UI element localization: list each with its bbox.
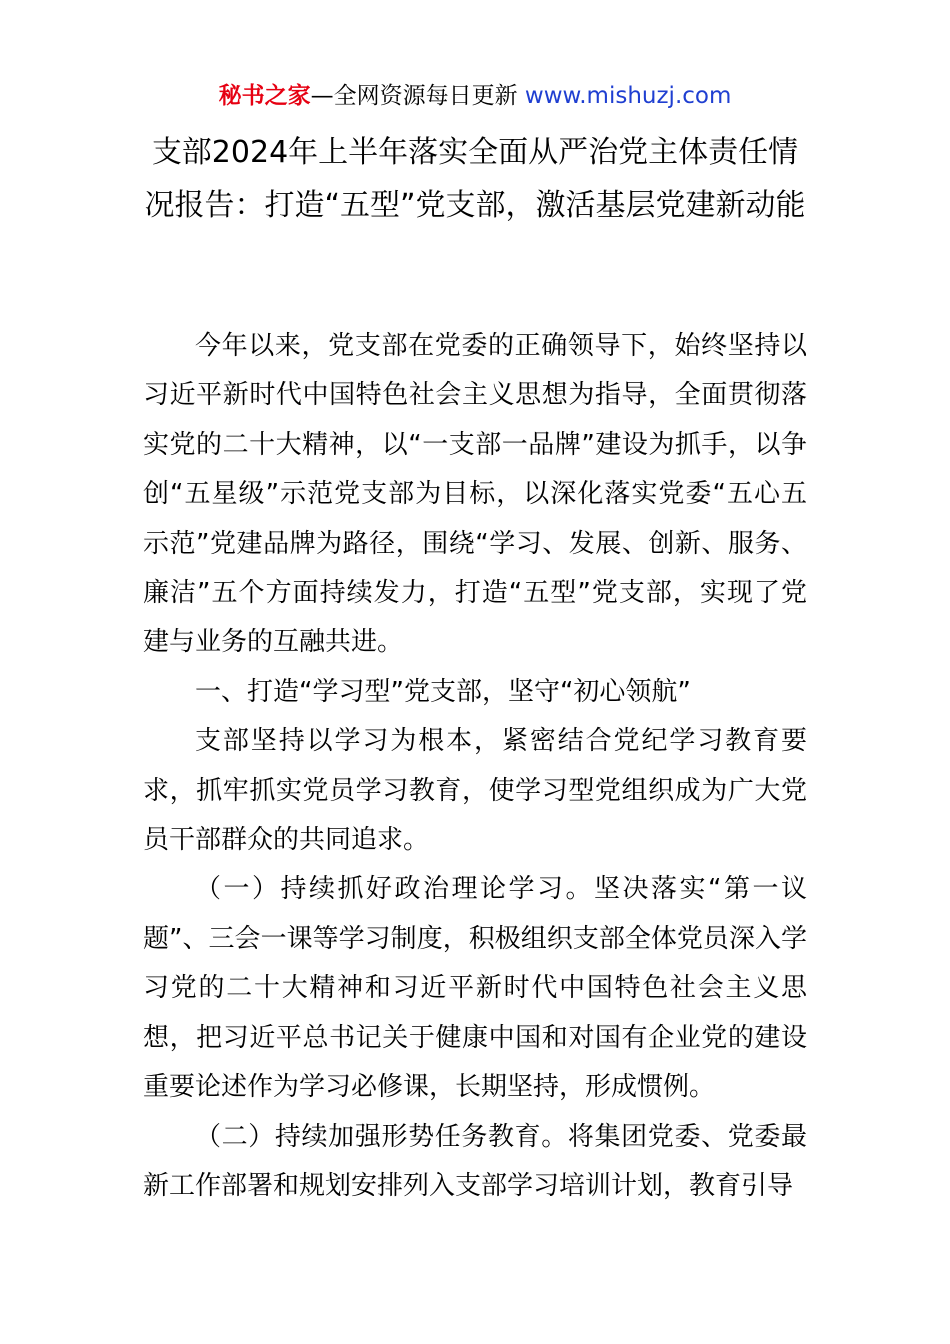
section-1-paragraph: 支部坚持以学习为根本，紧密结合党纪学习教育要求，抓牢抓实党员学习教育，使学习型党组织成为广大党员干部群众的共同追求。 (143, 726, 807, 856)
intro-paragraph: 今年以来，党支部在党委的正确领导下，始终坚持以习近平新时代中国特色社会主义思想为指导，全面贯彻落实党的二十大精神，以“一支部一品牌”建设为抓手，以争创“五星级”示范党支部为目标，以深化落实党委“五心五示范”党建品牌为路径，围绕“学习、发展、创新、服务、廉洁”五个方面持续发力，打造“五型”党支部，实现了党建与业务的互融共进。 (143, 331, 807, 658)
document-body (143, 322, 807, 1211)
document-title: 支部2024年上半年落实全面从严治党主体责任情况报告：打造“五型”党支部，激活基层党建新动能 (144, 135, 806, 223)
section-heading-1: 一、打造“学习型”党支部，坚守“初心领航” (195, 676, 691, 707)
subsection-1-paragraph: （一）持续抓好政治理论学习。坚决落实“第一议题”、三会一课等学习制度，积极组织支部全体党员深入学习党的二十大精神和习近平新时代中国特色社会主义思想，把习近平总书记关于健康中国和对国有企业党的建设重要论述作为学习必修课，长期坚持，形成惯例。 (143, 874, 807, 1103)
site-url-link[interactable]: www.mishuzj.com (524, 83, 732, 109)
banner-tagline: —全网资源每日更新 (310, 83, 525, 109)
brand-name: 秘书之家 (218, 83, 311, 109)
site-banner (0, 80, 950, 112)
subsection-2-paragraph: （二）持续加强形势任务教育。将集团党委、党委最新工作部署和规划安排列入支部学习培训计划，教育引导 (143, 1121, 807, 1201)
